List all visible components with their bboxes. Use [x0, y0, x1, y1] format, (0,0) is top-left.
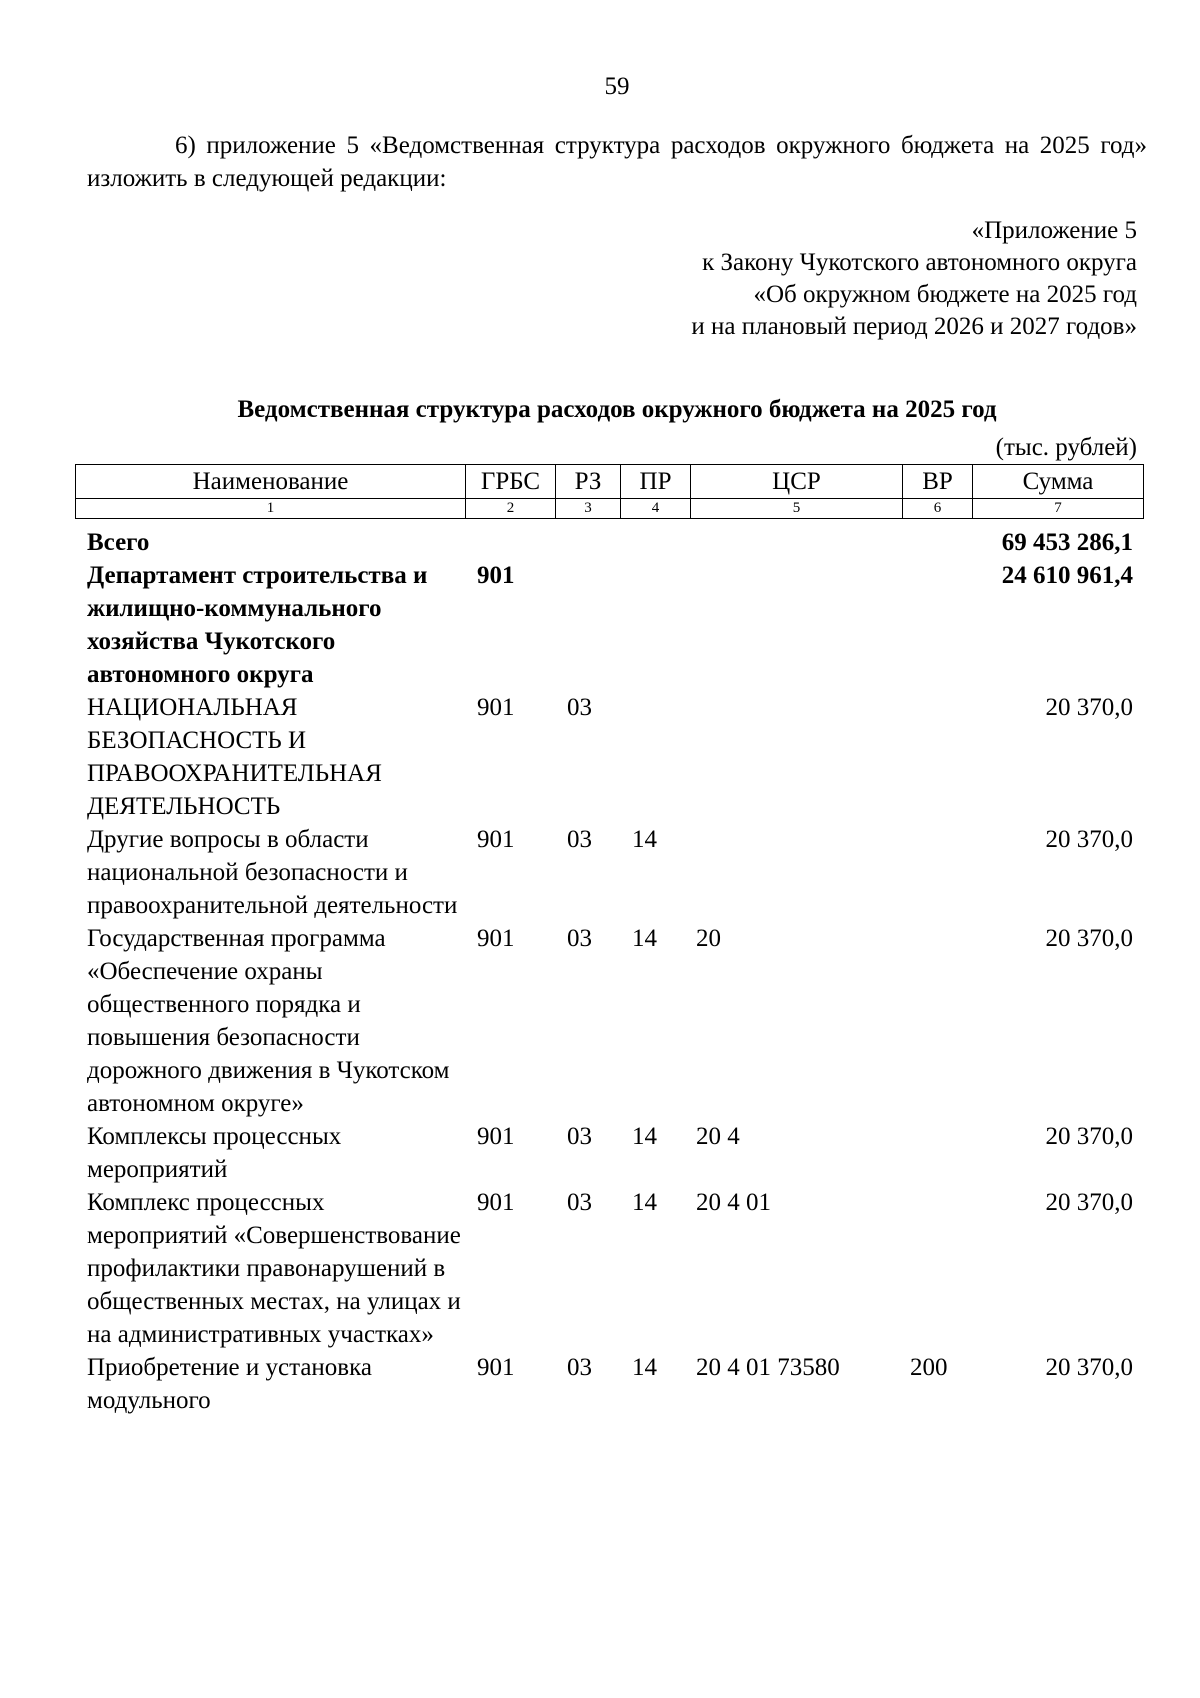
table-row-total — [75, 526, 1143, 559]
intro-paragraph: 6) приложение 5 «Ведомственная структура расходов окружного бюджета на 2025 год» изложить в следующей редакции: — [87, 132, 1147, 192]
row-name: Приобретение и установка модульного — [87, 1354, 372, 1414]
header-csr: ЦСР — [691, 465, 903, 499]
row-vr: 200 — [910, 1354, 948, 1381]
row-grbs: 901 — [477, 826, 515, 853]
row-name: Комплексы процессных мероприятий — [87, 1123, 342, 1183]
appendix-line-4: и на плановый период 2026 и 2027 годов» — [691, 313, 1137, 340]
row-grbs: 901 — [477, 925, 515, 952]
header-number-row — [76, 499, 1144, 519]
row-sum: 20 370,0 — [1045, 826, 1133, 853]
row-rz: 03 — [567, 1189, 592, 1216]
header-number: 7 — [973, 499, 1144, 519]
row-rz — [555, 559, 620, 691]
row-csr — [690, 691, 902, 823]
table-row — [75, 1120, 1143, 1186]
appendix-line-2: к Закону Чукотского автономного округа — [702, 249, 1137, 276]
row-grbs — [465, 526, 555, 559]
row-sum: 20 370,0 — [1045, 1189, 1133, 1216]
table-row — [75, 559, 1143, 691]
row-rz: 03 — [567, 925, 592, 952]
row-pr: 14 — [632, 1123, 657, 1150]
header-pr: ПР — [621, 465, 691, 499]
row-grbs: 901 — [477, 694, 515, 721]
table-header — [75, 464, 1144, 519]
row-vr — [902, 1120, 972, 1186]
row-grbs: 901 — [477, 1123, 515, 1150]
header-number: 6 — [903, 499, 973, 519]
row-pr — [620, 691, 690, 823]
header-sum: Сумма — [973, 465, 1144, 499]
row-sum: 20 370,0 — [1045, 694, 1133, 721]
header-number: 4 — [621, 499, 691, 519]
row-rz: 03 — [567, 1354, 592, 1381]
row-grbs: 901 — [477, 562, 515, 589]
header-number: 1 — [76, 499, 466, 519]
row-sum: 69 453 286,1 — [1001, 529, 1133, 556]
table-row — [75, 823, 1143, 922]
row-rz: 03 — [567, 694, 592, 721]
row-pr: 14 — [632, 1354, 657, 1381]
row-grbs: 901 — [477, 1189, 515, 1216]
row-name: Всего — [87, 529, 150, 556]
header-number: 5 — [691, 499, 903, 519]
row-sum: 20 370,0 — [1045, 925, 1133, 952]
table-title: Ведомственная структура расходов окружного бюджета на 2025 год — [237, 396, 997, 423]
row-vr — [902, 823, 972, 922]
units-label: (тыс. рублей) — [995, 434, 1137, 461]
row-pr: 14 — [632, 925, 657, 952]
row-vr — [902, 559, 972, 691]
row-sum: 20 370,0 — [1045, 1354, 1133, 1381]
row-csr: 20 4 01 73580 — [696, 1354, 840, 1381]
row-csr — [690, 559, 902, 691]
row-name: Департамент строительства и жилищно-коммунального хозяйства Чукотского автономного округа — [87, 562, 428, 688]
row-rz: 03 — [567, 826, 592, 853]
table-row — [75, 922, 1143, 1120]
row-name: Другие вопросы в области национальной безопасности и правоохранительной деятельности — [87, 826, 458, 919]
row-sum: 20 370,0 — [1045, 1123, 1133, 1150]
row-csr — [690, 526, 902, 559]
row-pr: 14 — [632, 1189, 657, 1216]
row-rz: 03 — [567, 1123, 592, 1150]
row-vr — [902, 691, 972, 823]
row-csr: 20 4 01 — [696, 1189, 771, 1216]
row-pr: 14 — [632, 826, 657, 853]
header-number: 2 — [466, 499, 556, 519]
row-vr — [902, 922, 972, 1120]
header-grbs: ГРБС — [466, 465, 556, 499]
row-vr — [902, 1186, 972, 1351]
row-csr: 20 4 — [696, 1123, 740, 1150]
header-vr: ВР — [903, 465, 973, 499]
header-number: 3 — [556, 499, 621, 519]
header-name: Наименование — [76, 465, 466, 499]
appendix-line-3: «Об окружном бюджете на 2025 год — [753, 281, 1137, 308]
row-csr — [690, 823, 902, 922]
row-name: НАЦИОНАЛЬНАЯ БЕЗОПАСНОСТЬ И ПРАВООХРАНИТЕЛЬНАЯ ДЕЯТЕЛЬНОСТЬ — [87, 694, 382, 820]
row-sum: 24 610 961,4 — [1001, 562, 1133, 589]
row-name: Комплекс процессных мероприятий «Совершенствование профилактики правонарушений в общественных местах, на улицах и на административных участках» — [87, 1189, 461, 1348]
table-row — [75, 1351, 1143, 1417]
appendix-line-1: «Приложение 5 — [971, 217, 1137, 244]
row-rz — [555, 526, 620, 559]
row-pr — [620, 526, 690, 559]
row-grbs: 901 — [477, 1354, 515, 1381]
table-row — [75, 691, 1143, 823]
header-rz: РЗ — [556, 465, 621, 499]
table-body — [75, 526, 1143, 1417]
row-name: Государственная программа «Обеспечение охраны общественного порядка и повышения безопасности дорожного движения в Чукотском автономном округе» — [87, 925, 450, 1117]
appendix-reference — [437, 215, 1137, 343]
table-row — [75, 1186, 1143, 1351]
page-number: 59 — [604, 73, 630, 100]
row-vr — [902, 526, 972, 559]
row-csr: 20 — [696, 925, 721, 952]
header-row — [76, 465, 1144, 499]
row-pr — [620, 559, 690, 691]
